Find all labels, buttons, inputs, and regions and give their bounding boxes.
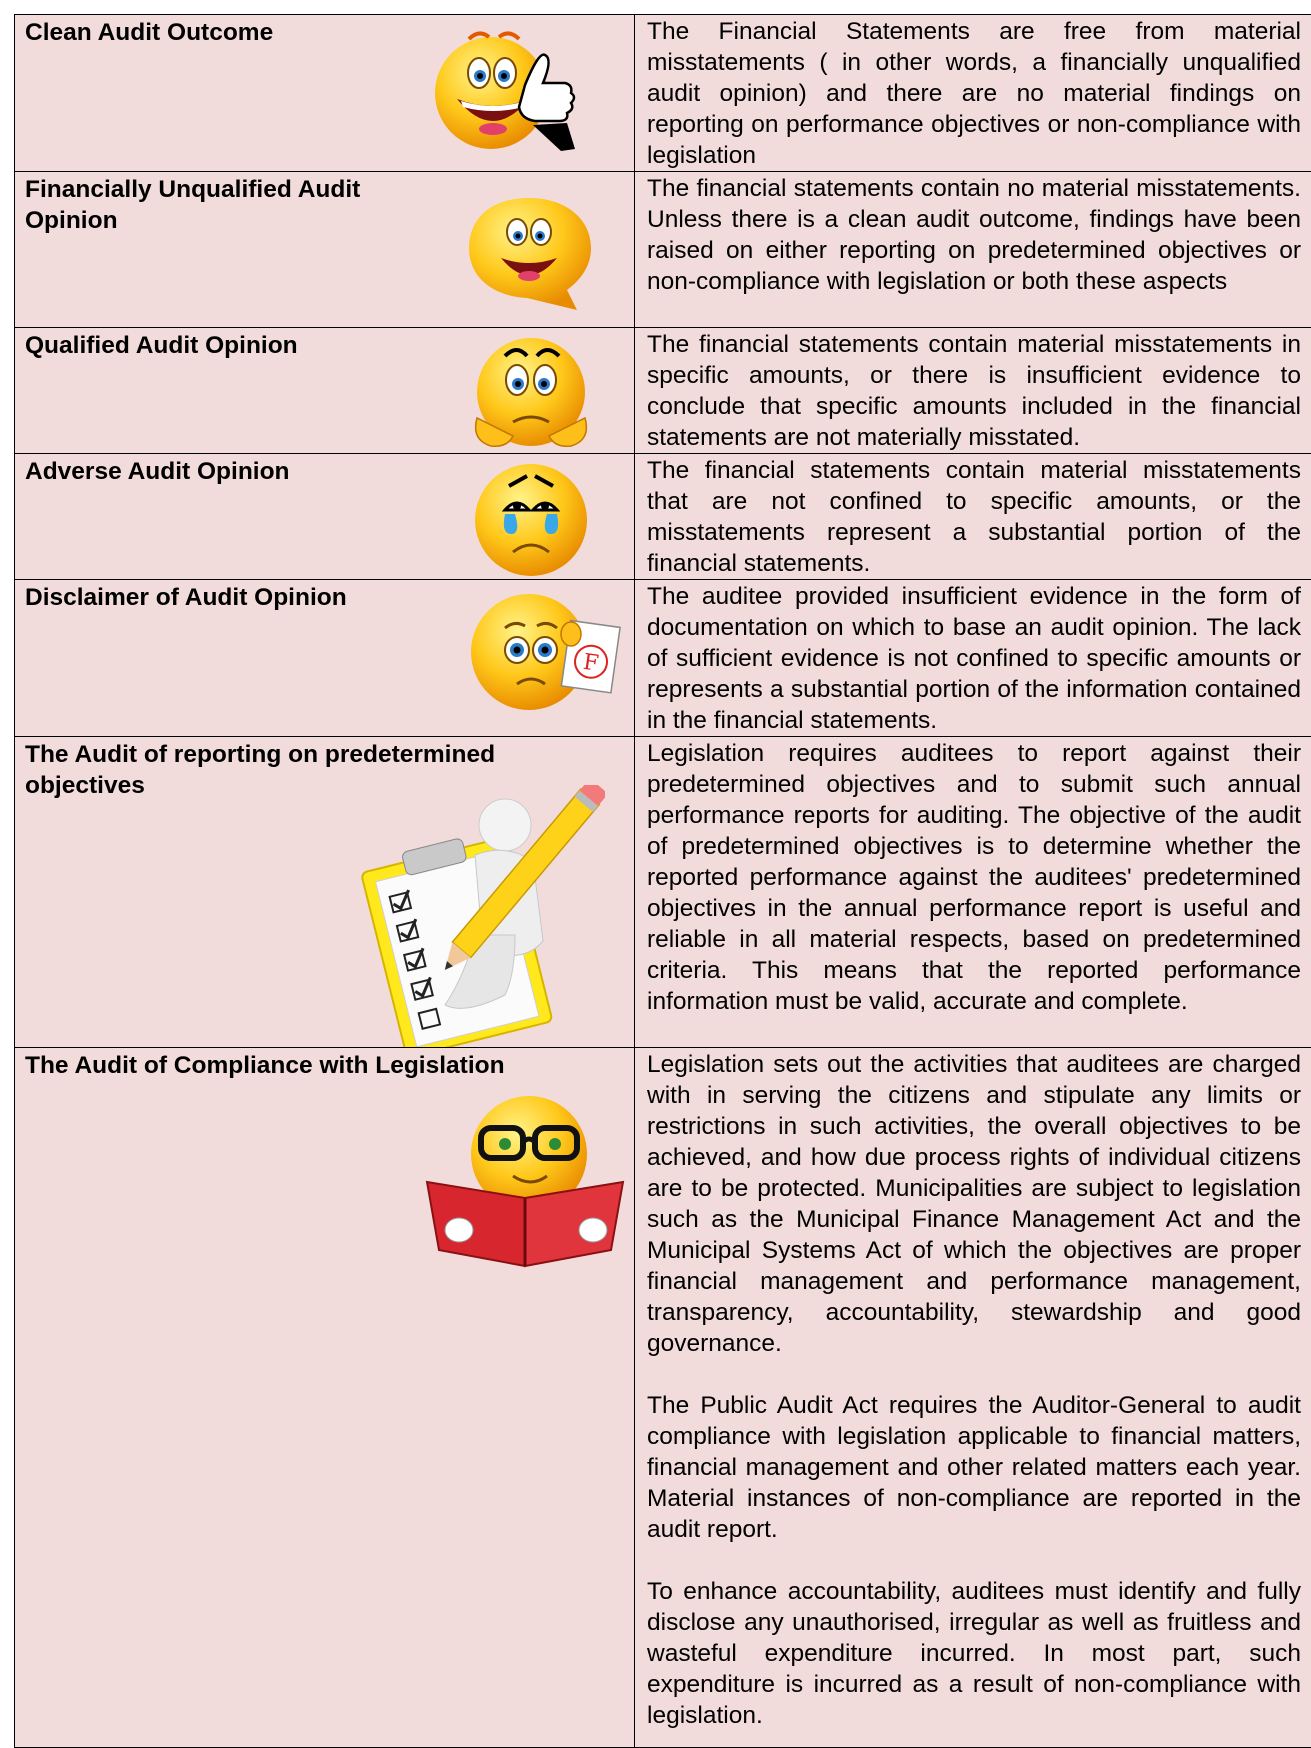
term-label: Clean Audit Outcome — [25, 17, 273, 48]
description-text — [635, 172, 1311, 297]
description-cell — [635, 15, 1311, 172]
audit-outcomes-table — [14, 14, 1311, 1748]
description-text — [635, 15, 1311, 171]
description-cell — [635, 328, 1311, 454]
term-cell — [15, 172, 635, 328]
description-cell — [635, 580, 1311, 737]
paper-grade-text: F — [582, 650, 601, 677]
term-cell — [15, 1048, 635, 1748]
description-paragraph: The auditee provided insufficient evidence in the form of documentation on which to base an audit opinion. The lack of sufficient evidence is not confined to specific amounts or represents a substantial portion of the information contained in the financial statements. — [647, 581, 1301, 736]
reading-emoji-glasses-book-icon — [425, 1090, 625, 1270]
description-cell — [635, 454, 1311, 580]
description-paragraph: To enhance accountability, auditees must identify and fully disclose any unauthorised, irregular as well as fruitless and wasteful expenditure incurred. In most part, such expenditure is incurred as a result of non-compliance with legislation. — [647, 1576, 1301, 1731]
table-row-predetermined-objectives — [15, 737, 1311, 1048]
term-label: Qualified Audit Opinion — [25, 330, 298, 361]
description-text — [635, 580, 1311, 736]
term-label: The Audit of Compliance with Legislation — [25, 1050, 505, 1081]
sad-emoji-failed-paper-icon — [467, 588, 627, 718]
term-cell — [15, 454, 635, 580]
clipboard-checklist-pencil-icon — [355, 785, 605, 1047]
description-cell — [635, 172, 1311, 328]
description-text — [635, 454, 1311, 579]
term-label: The Audit of reporting on predetermined objectives — [25, 739, 545, 801]
description-text — [635, 1048, 1311, 1731]
happy-speech-bubble-emoji-icon — [467, 192, 597, 314]
table-row-disclaimer — [15, 580, 1311, 737]
table-row-financially-unqualified — [15, 172, 1311, 328]
table-row-adverse — [15, 454, 1311, 580]
term-cell — [15, 580, 635, 737]
thumbs-up-emoji-icon — [429, 21, 579, 155]
crying-emoji-icon — [469, 460, 593, 578]
description-cell — [635, 1048, 1311, 1748]
description-paragraph: The financial statements contain material misstatements in specific amounts, or there is insufficient evidence to conclude that specific amounts included in the financial statements are not materially misstated. — [647, 329, 1301, 453]
description-paragraph: The Financial Statements are free from material misstatements ( in other words, a financially unqualified audit opinion) and there are no material findings on reporting on performance objectives or non-compliance with legislation — [647, 16, 1301, 171]
description-text — [635, 737, 1311, 1017]
term-cell — [15, 328, 635, 454]
term-cell — [15, 15, 635, 172]
term-label: Disclaimer of Audit Opinion — [25, 582, 347, 613]
description-paragraph: Legislation requires auditees to report against their predetermined objectives and to submit such annual performance reports for auditing. The objective of the audit of predetermined objectives is to determine whether the reported performance against the auditees' predetermined objectives in the annual performance report is useful and reliable in all material respects, based on predetermined criteria. This means that the reported performance information must be valid, accurate and complete. — [647, 738, 1301, 1017]
description-cell — [635, 737, 1311, 1048]
term-cell — [15, 737, 635, 1048]
table-row-qualified — [15, 328, 1311, 454]
table-row-compliance-legislation — [15, 1048, 1311, 1748]
table-row-clean-audit — [15, 15, 1311, 172]
description-text — [635, 328, 1311, 453]
term-label: Financially Unqualified Audit Opinion — [25, 174, 405, 236]
description-paragraph: The financial statements contain no material misstatements. Unless there is a clean audit outcome, findings have been raised on either reporting on predetermined objectives or non-compliance with legislation or both these aspects — [647, 173, 1301, 297]
term-label: Adverse Audit Opinion — [25, 456, 290, 487]
description-paragraph: The Public Audit Act requires the Auditor-General to audit compliance with legislation applicable to financial matters, financial management and other related matters each year. Material instances of non-compliance are reported in the audit report. — [647, 1390, 1301, 1545]
description-paragraph: Legislation sets out the activities that auditees are charged with in serving the citizens and stipulate any limits or restrictions in such activities, the overall objectives to be achieved, and how due process rights of individual citizens are to be protected. Municipalities are subject to legislation such as the Municipal Finance Management Act and the Municipal Systems Act of which the objectives are proper financial management and performance management, transparency, accountability, stewardship and good governance. — [647, 1049, 1301, 1359]
description-paragraph: The financial statements contain material misstatements that are not confined to specific amounts, or the misstatements represent a substantial portion of the financial statements. — [647, 455, 1301, 579]
worried-emoji-icon — [471, 334, 595, 452]
